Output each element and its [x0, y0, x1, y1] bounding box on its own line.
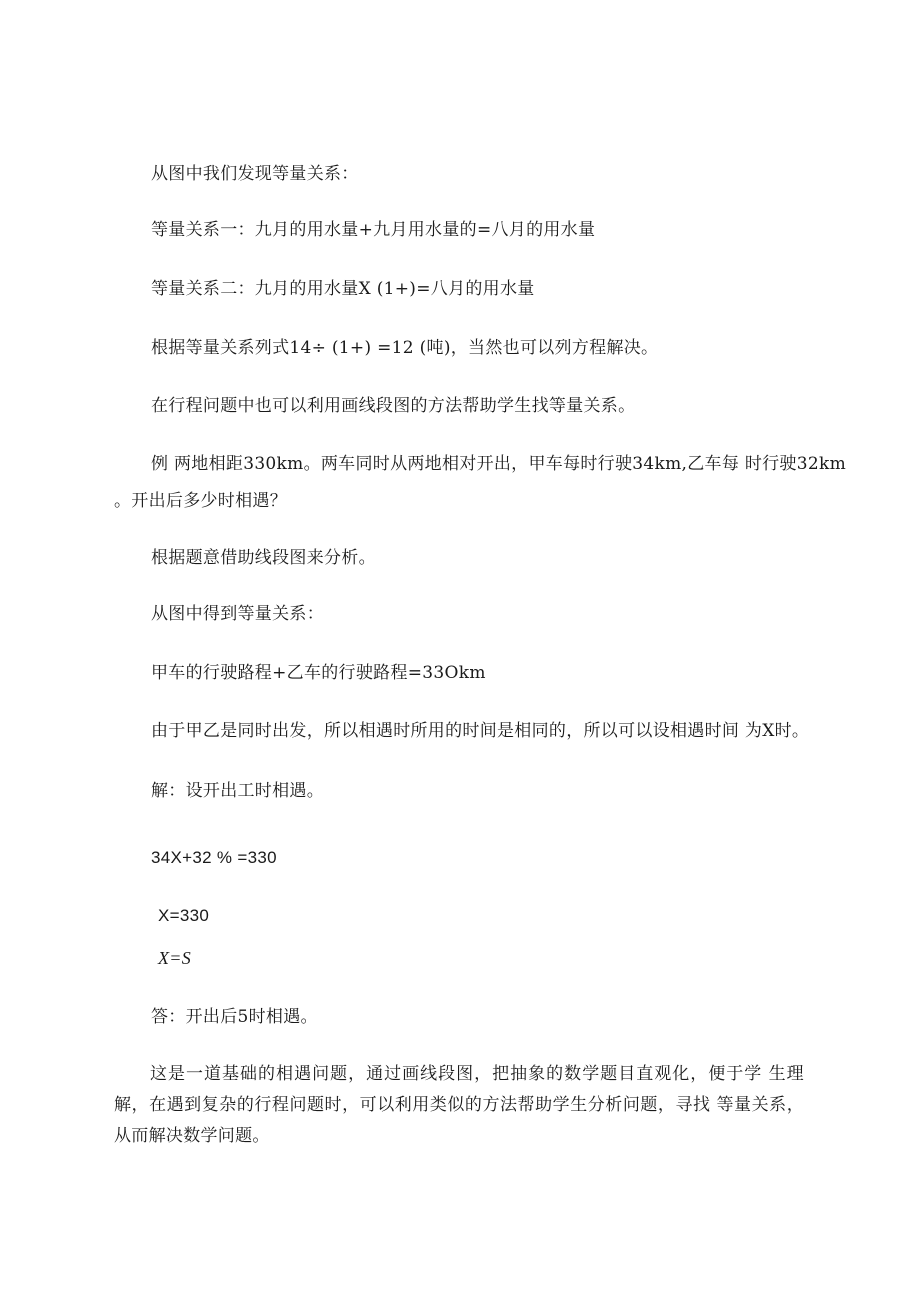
text-line-10: 甲车的行驶路程+乙车的行驶路程=33Okm	[151, 663, 486, 683]
text-line-2: 等量关系一：九月的用水量+九月用水量的=八月的用水量	[151, 220, 596, 240]
equation-line-1: 34X+32 % =330	[151, 848, 277, 867]
equation-line-2: X=330	[158, 906, 210, 925]
text-line-6: 例 两地相距330km。两车同时从两地相对开出，甲车每时行驶34km,乙车每 时行驶32km	[151, 454, 846, 474]
text-line-3: 等量关系二：九月的用水量X (1+)=八月的用水量	[151, 279, 535, 299]
text-line-4: 根据等量关系列式14÷ (1+) =12 (吨)，当然也可以列方程解决。	[151, 338, 659, 358]
closing-paragraph: 这是一道基础的相遇问题，通过画线段图，把抽象的数学题目直观化，便于学 生理解，在遇到复杂的行程问题时，可以利用类似的方法帮助学生分析问题，寻找 等量关系，从而解决数学问题。	[114, 1064, 804, 1146]
answer-line: 答：开出后5时相遇。	[151, 1007, 318, 1027]
text-line-5: 在行程问题中也可以利用画线段图的方法帮助学生找等量关系。	[151, 396, 636, 416]
text-line-7: 。开出后多少时相遇？	[114, 491, 287, 511]
text-line-9: 从图中得到等量关系：	[151, 604, 324, 624]
equation-line-3: X=S	[158, 948, 192, 968]
text-line-1: 从图中我们发现等量关系：	[151, 164, 359, 184]
text-line-8: 根据题意借助线段图来分析。	[151, 548, 376, 568]
text-line-12: 解：设开出工时相遇。	[151, 781, 324, 801]
text-line-11: 由于甲乙是同时出发，所以相遇时所用的时间是相同的，所以可以设相遇时间 为X时。	[151, 721, 810, 741]
